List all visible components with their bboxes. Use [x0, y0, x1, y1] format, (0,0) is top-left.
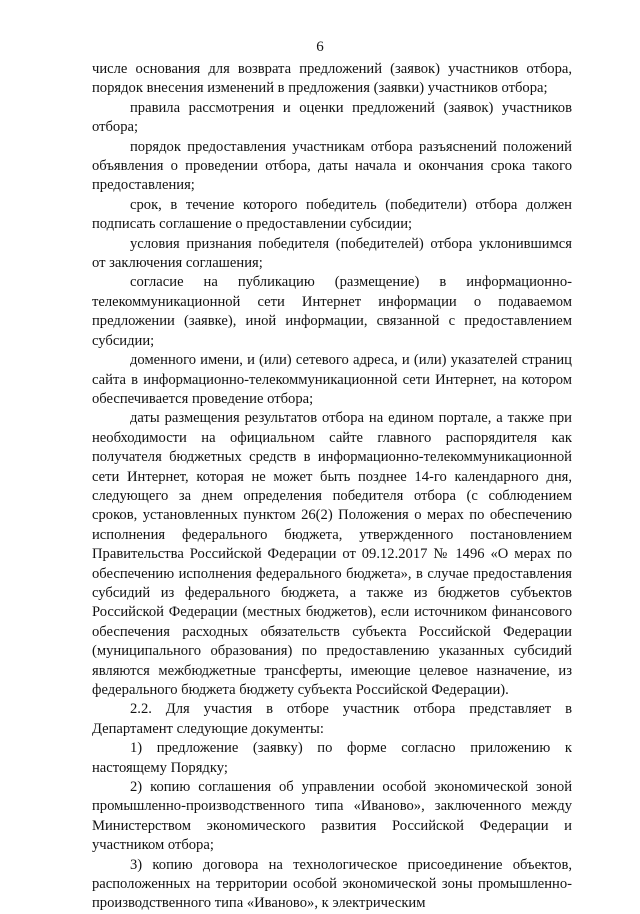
paragraph: доменного имени, и (или) сетевого адреса, и (или) указателей страниц сайта в информационно-телекоммуникационной сети Интернет, на котором обеспечивается проведение отбора;: [92, 352, 572, 407]
paragraph: 2) копию соглашения об управлении особой экономической зоной промышленно-производственного типа «Иваново», заключенного между Министерством экономического развития Российской Федерации и участником отбора;: [92, 779, 572, 854]
paragraph: 1) предложение (заявку) по форме согласно приложению к настоящему Порядку;: [92, 740, 572, 776]
paragraph: 2.2. Для участия в отборе участник отбора представляет в Департамент следующие документы:: [92, 701, 572, 737]
paragraph: числе основания для возврата предложений (заявок) участников отбора, порядок внесения изменений в предложения (заявки) участников отбора;: [92, 61, 572, 97]
paragraph: 3) копию договора на технологическое присоединение объектов, расположенных на территории особой экономической зоны промышленно-производственного типа «Иваново», к электрическим: [92, 856, 572, 912]
paragraph: условия признания победителя (победителей) отбора уклонившимся от заключения соглашения;: [92, 235, 572, 272]
page-number: 6: [316, 39, 324, 55]
document-body: [92, 60, 572, 914]
paragraph: порядок предоставления участникам отбора разъяснений положений объявления о проведении отбора, даты начала и окончания срока такого предоставления;: [92, 138, 572, 194]
paragraph: правила рассмотрения и оценки предложений (заявок) участников отбора;: [92, 99, 572, 136]
paragraph: согласие на публикацию (размещение) в информационно-телекоммуникационной сети Интернет информации о подаваемом предложении (заявке), иной информации, связанной с предоставлением субсидии;: [92, 274, 572, 349]
paragraph: даты размещения результатов отбора на едином портале, а также при необходимости на официальном сайте главного распорядителя как получателя бюджетных средств в информационно-телекоммуникационной сети Интернет, которая не может быть позднее 14-го календарного дня, следующего за днем определения победителя отбора (с соблюдением сроков, установленных пунктом 26(2) Положения о мерах по обеспечению исполнения федерального бюджета, утвержденного постановлением Правительства Российской Федерации от 09.12.2017 № 1496 «О мерах по обеспечению исполнения федерального бюджета», в случае предоставления субсидий из федерального бюджета, а также из бюджетов субъектов Российской Федерации (местных бюджетов), если источником финансового обеспечения расходных обязательств субъекта Российской Федерации (муниципального образования) по предоставлению указанных субсидий являются межбюджетные трансферты, имеющие целевое назначение, из федерального бюджета бюджету субъекта Российской Федерации).: [92, 410, 572, 698]
paragraph: срок, в течение которого победитель (победители) отбора должен подписать соглашение о предоставлении субсидии;: [92, 196, 572, 233]
